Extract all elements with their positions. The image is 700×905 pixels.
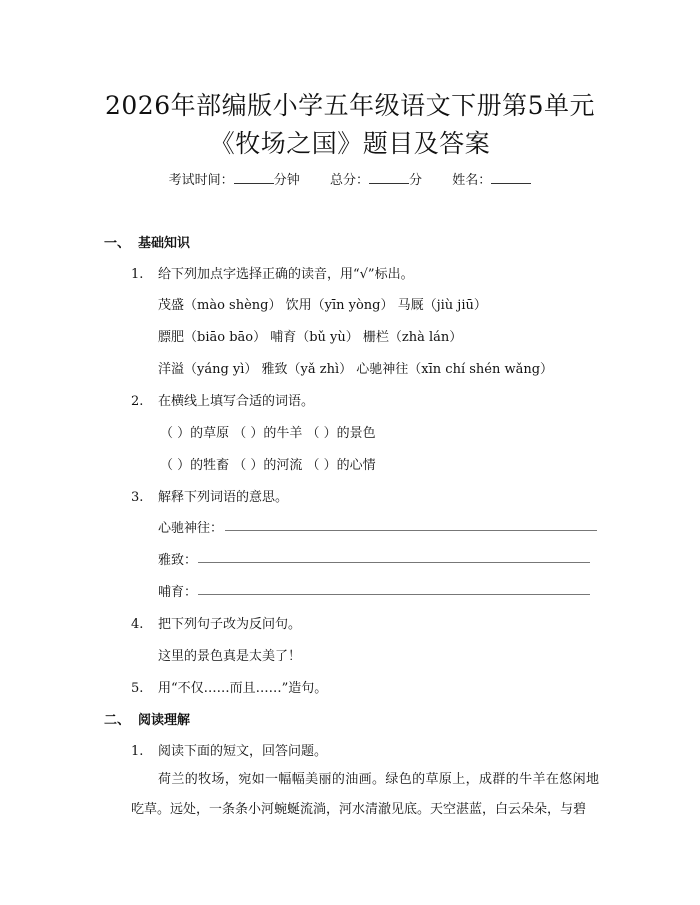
rewrite-sentence: 这里的景色真是太美了！ [158,649,302,664]
question-1-2 [131,390,314,409]
question-number: 4. [131,617,144,632]
question-number: 1. [131,267,144,282]
question-text: 在横线上填写合适的词语。 [158,394,315,409]
question-text: 解释下列词语的意思。 [158,490,289,505]
section-title: 阅读理解 [138,713,191,728]
definition-label-3: 哺育： [158,585,198,600]
page-title-line1: 2026年部编版小学五年级语文下册第5单元 [104,91,596,120]
score-blank[interactable] [369,171,409,184]
question-number: 3. [131,490,144,505]
page-title-line2: 《牧场之国》题目及答案 [209,129,491,158]
pinyin-row-2: 膘肥（biāo bāo） 哺育（bǔ yù） 栅栏（zhà lán） [158,330,463,345]
fill-row-2: （ ）的牲畜 （ ）的河流 （ ）的心情 [160,458,376,473]
reading-passage: 荷兰的牧场，宛如一幅幅美丽的油画。绿色的草原上，成群的牛羊在悠闲地吃草。远处，一条条小河蜿蜒流淌，河水清澈见底。天空湛蓝，白云朵朵，与碧 [131,772,599,817]
question-text: 把下列句子改为反问句。 [158,617,302,632]
section-number: 一、 [104,236,131,251]
question-1-4 [131,613,301,632]
question-text: 给下列加点字选择正确的读音，用“√”标出。 [158,267,414,282]
definition-label-1: 心驰神往： [158,521,224,536]
fill-row-1: （ ）的草原 （ ）的牛羊 （ ）的景色 [160,426,376,441]
question-number: 5. [131,681,144,696]
name-blank[interactable] [491,171,531,184]
definition-label-2: 雅致： [158,553,198,568]
question-1-1 [131,263,414,282]
question-text: 用“不仅……而且……”造句。 [158,681,328,696]
time-blank[interactable] [234,171,274,184]
pinyin-row-3: 洋溢（yáng yì） 雅致（yǎ zhì） 心驰神往（xīn chí shén wǎng） [158,362,554,377]
section-number: 二、 [104,713,131,728]
question-2-1 [131,740,327,759]
answer-line-1[interactable] [225,530,597,531]
question-1-5 [131,677,327,696]
score-label: 总分： [329,173,369,188]
pinyin-row-1: 茂盛（mào shèng） 饮用（yīn yòng） 马厩（jiù jiū） [158,298,487,313]
time-unit: 分钟 [273,173,300,188]
section-heading-1 [104,232,190,251]
name-label: 姓名： [452,173,492,188]
section-heading-2 [104,709,190,728]
time-label: 考试时间： [168,173,234,188]
score-unit: 分 [409,173,423,188]
question-number: 2. [131,394,144,409]
question-text: 阅读下面的短文，回答问题。 [158,744,328,759]
section-title: 基础知识 [138,236,191,251]
question-number: 1. [131,744,144,759]
answer-line-2[interactable] [198,562,590,563]
answer-line-3[interactable] [198,594,590,595]
exam-meta [0,169,700,188]
question-1-3 [131,486,288,505]
